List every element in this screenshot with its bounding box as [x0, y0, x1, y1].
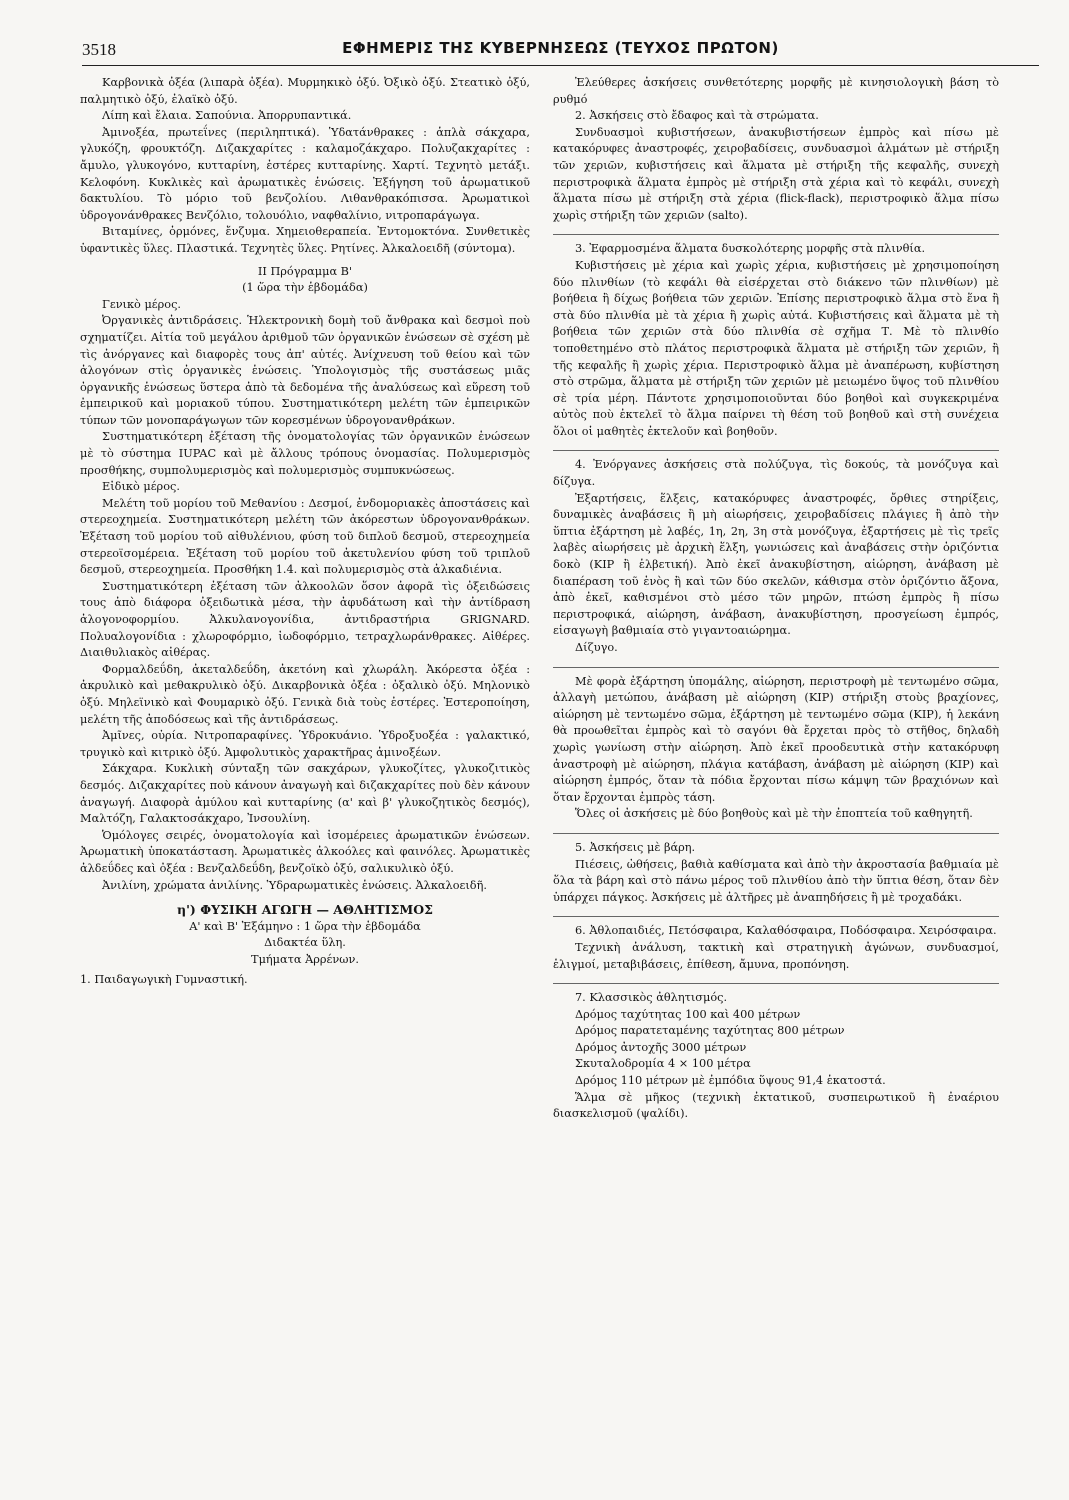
list-item: Ἅλμα σὲ μῆκος (τεχνικὴ ἐκτατικοῦ, συσπειρωτικοῦ ἢ ἐναέριου διασκελισμοῦ (ψαλίδι). — [553, 1090, 999, 1121]
section-title: η') ΦΥΣΙΚΗ ΑΓΩΓΗ — ΑΘΛΗΤΙΣΜΟΣ — [177, 902, 433, 918]
divider — [553, 667, 999, 668]
paragraph: Ὅλες οἱ ἀσκήσεις μὲ δύο βοηθοὺς καὶ μὲ τὴν ἐποπτεία τοῦ καθηγητῆ. — [575, 807, 973, 821]
paragraph: Σάκχαρα. Κυκλικὴ σύνταξη τῶν σακχάρων, γλυκοζίτες, γλυκοζιτικὸς δεσμός. Διζακχαρίτες ποὺ κάνουν ἀναγωγὴ καὶ διζακχαρίτες ποὺ δὲν κάνουν ἀναγωγή. Διαφορὰ ἀμύλου καὶ κυτταρίνης (α' καὶ β' γλυκοζητικὸς δεσμός), Μαλτόζη, Γαλακτοσάκχαρο, Ἰνσουλίνη. — [80, 762, 530, 826]
item-heading: 3. Ἐφαρμοσμένα ἅλματα δυσκολότερης μορφῆς στὰ πλινθία. — [575, 242, 926, 256]
paragraph: Συστηματικότερη ἐξέταση τῶν ἀλκοολῶν ὅσον ἀφορᾶ τὶς ὀξειδώσεις τους ἀπὸ διάφορα ὀξειδωτικὰ μέσα, τὴν ἀφυδάτωση καὶ τὴν ἀντίδραση ἀλογονοφορμίου. Ἀλκυλανογονίδια, ἀντιδραστήρια GRIGNARD. Πολυαλογονίδια : χλωροφόρμιο, ἰωδοφόρμιο, τετραχλωράνθρακες. Αἰθέρες. Διαιθυλιακὸς αἰθέρας. — [80, 579, 530, 660]
paragraph: Φορμαλδεΰδη, ἀκεταλδεΰδη, ἀκετόνη καὶ χλωράλη. Ἀκόρεστα ὀξέα : ἀκρυλικὸ καὶ μεθακρυλικὸ ὀξύ. Δικαρβονικὰ ὀξέα : ὀξαλικὸ ὀξύ. Μηλονικὸ ὀξύ. Μηλεϊνικὸ καὶ Φουμαρικὸ ὀξύ. Γενικὰ διὰ τοὺς ἐστέρες. Ἐστεροποίηση, μελέτη τῆς ἀποδόσεως καὶ τῆς ἀντιδράσεως. — [80, 662, 530, 726]
divider — [553, 916, 999, 917]
paragraph: Ἀμινοξέα, πρωτεΐνες (περιληπτικά). Ὑδατάνθρακες : ἁπλὰ σάκχαρα, γλυκόζη, φρουκτόζη. Διζακχαρίτες : καλαμοζάκχαρο. Πολυζακχαρίτες : ἄμυλο, γλυκογόνο, κυτταρίνη, ἐστέρες κυτταρίνης. Χαρτί. Τεχνητὸ μετάξι. Κελοφόνη. Κυκλικὲς καὶ ἀρωματικὲς ἑνώσεις. Ἐξήγηση τοῦ ἀρωματικοῦ δακτυλίου. Τὸ μόριο τοῦ βενζολίου. Λιθανθρακόπισσα. Ἀρωματικοὶ ὑδρογονάνθρακες Βενζόλιο, τολουόλιο, ναφθαλίνιο, νιτροπαράγωγα. — [80, 125, 530, 222]
list-item: Δρόμος παρατεταμένης ταχύτητας 800 μέτρων — [575, 1024, 845, 1038]
left-column — [80, 75, 530, 989]
subheading: Εἰδικὸ μέρος. — [102, 480, 180, 494]
list-item: Δρόμος ἀντοχῆς 3000 μέτρων — [575, 1040, 747, 1054]
item-heading: 6. Ἀθλοπαιδιές, Πετόσφαιρα, Καλαθόσφαιρα, Ποδόσφαιρα. Χειρόσφαιρα. — [575, 924, 997, 938]
paragraph: Πιέσεις, ὠθήσεις, βαθιὰ καθίσματα καὶ ἀπὸ τὴν ἀκροστασία βαθμιαία μὲ ὅλα τὰ βάρη καὶ στὸ πάνω μέρος τοῦ πλινθίου ἀπὸ τὴν ὕπτια θέση, ὅταν δὲν ὑπάρχει πάγκος. Ἀσκήσεις μὲ ἀλτῆρες μὲ ἀναπηδήσεις ἢ μὲ τροχαδάκι. — [553, 857, 999, 904]
paragraph: Συνδυασμοὶ κυβιστήσεων, ἀνακυβιστήσεων ἐμπρὸς καὶ πίσω μὲ κατακόρυφες ἀναστροφές, χειροβαδίσεις, συνδυασμοὶ ἁλμάτων μὲ στήριξη τῶν χεριῶν, κυβιστήσεις καὶ ἅλματα μὲ στήριξη τῆς κεφαλῆς, συνεχὴ περιστροφικὰ ἅλματα ἐμπρὸς μὲ στήριξη στὰ χέρια καὶ τὸ κεφάλι, συνεχὴ ἅλματα πίσω μὲ στήριξη στὰ χέρια (flick-flack), περιστροφικὸ ἅλμα πίσω χωρὶς στήριξη τῶν χεριῶν (salto). — [553, 125, 999, 222]
right-column — [553, 75, 999, 1123]
item-heading: 4. Ἐνόργανες ἀσκήσεις στὰ πολύζυγα, τὶς δοκούς, τὰ μονόζυγα καὶ δίζυγα. — [553, 458, 999, 489]
item-heading: 5. Ἀσκήσεις μὲ βάρη. — [575, 840, 696, 854]
paragraph: Τεχνικὴ ἀνάλυση, τακτικὴ καὶ στρατηγικὴ ἀγώνων, συνδυασμοί, ἑλιγμοί, μεταβιβάσεις, ἐπίθεση, ἄμυνα, προπόνηση. — [553, 940, 999, 971]
athletics-list — [553, 1007, 999, 1123]
paragraph: Ὁμόλογες σειρές, ὀνοματολογία καὶ ἰσομέρειες ἀρωματικῶν ἑνώσεων. Ἀρωματικὴ ὑποκατάσταση. Ἀρωματικὲς ἀλκοόλες καὶ φαινόλες. Ἀρωματικὲς ἀλδεΰδες καὶ ὀξέα : Βενζαλδεΰδη, βενζοϊκὸ ὀξύ, σαλικυλικὸ ὀξύ. — [80, 828, 530, 875]
item-heading: 7. Κλασσικὸς ἀθλητισμός. — [575, 991, 728, 1005]
paragraph: Λίπη καὶ ἔλαια. Σαπούνια. Ἀπορρυπαντικά. — [102, 109, 352, 123]
paragraph: Ἐλεύθερες ἀσκήσεις συνθετότερης μορφῆς μὲ κινησιολογικὴ βάση τὸ ρυθμό — [553, 76, 999, 106]
item-heading: 2. Ἀσκήσεις στὸ ἔδαφος καὶ τὰ στρώματα. — [575, 109, 819, 123]
divider — [553, 234, 999, 235]
list-item: Σκυταλοδρομία 4 × 100 μέτρα — [575, 1057, 751, 1071]
subheading: Γενικὸ μέρος. — [102, 297, 181, 311]
program-title: ΙΙ Πρόγραμμα Β' — [257, 264, 353, 278]
divider — [553, 833, 999, 834]
list-item: Δρόμος ταχύτητας 100 καὶ 400 μέτρων — [575, 1007, 801, 1021]
program-subtitle: (1 ὥρα τὴν ἑβδομάδα) — [242, 281, 368, 295]
material-heading: Διδακτέα ὕλη. — [264, 936, 346, 950]
paragraph: Βιταμίνες, ὁρμόνες, ἔνζυμα. Χημειοθεραπεία. Ἐντομοκτόνα. Συνθετικὲς ὑφαντικὲς ὕλες. Πλαστικά. Τεχνητὲς ὕλες. Ρητίνες. Ἀλκαλοειδῆ (σύντομα). — [80, 225, 530, 255]
item-heading: 1. Παιδαγωγικὴ Γυμναστική. — [80, 973, 248, 987]
paragraph: Συστηματικότερη ἐξέταση τῆς ὀνοματολογίας τῶν ὀργανικῶν ἑνώσεων μὲ τὸ σύστημα IUPAC καὶ μὲ ἄλλους τρόπους ὀνομασίας. Πολυμερισμὸς προσθήκης, συμπολυμερισμὸς καὶ πολυμερισμὸς συμπυκνώσεως. — [80, 430, 530, 477]
subheading: Δίζυγο. — [575, 641, 618, 654]
page-header — [82, 36, 1039, 66]
list-item: Δρόμος 110 μέτρων μὲ ἐμπόδια ὕψους 91,4 ἑκατοστά. — [575, 1074, 886, 1088]
divider — [553, 983, 999, 984]
semester-line: Α' καὶ Β' Ἑξάμηνο : 1 ὥρα τὴν ἑβδομάδα — [189, 919, 421, 933]
paragraph: Κυβιστήσεις μὲ χέρια καὶ χωρὶς χέρια, κυβιστήσεις μὲ χρησιμοποίηση δύο πλινθίων (τὸ κεφάλι θὰ εἰσέρχεται στὸ διάκενο τῶν πλινθίων) μὲ βοήθεια ἢ δίχως βοήθεια τῶν χεριῶν. Ἐπίσης περιστροφικὸ ἅλμα στὸ ἕνα ἢ στὰ δύο πλινθία μὲ τὰ χέρια ἢ χωρὶς αὐτά. Κυβιστήσεις καὶ ἅλματα μὲ τὴ βοήθεια τῶν χεριῶν στὰ δύο πλινθία σὲ σχῆμα Τ. Μὲ τὸ πλινθίο τοποθετημένο στὸ πλάτος περιστροφικὰ ἅλματα μὲ στήριξη τῶν χεριῶν, ἢ τῆς κεφαλῆς ἢ χωρὶς χέρια. Περιστροφικὸ ἅλμα μὲ ἀναπέρωση, κυβίστηση στὸ στρῶμα, ἅλματα μὲ στήριξη τῶν χεριῶν μὲ μειωμένο ὕψος τοῦ πλινθίου σὲ τρία μέρη. Πάντοτε χρησιμοποιοῦνται δύο βοηθοὶ καὶ συγκεκριμένα αὐτὸς ποὺ ἐκτελεῖ τὸ ἅλμα παίρνει τὴ θέση τοῦ βοηθοῦ καὶ στὴ συνέχεια ὅλοι οἱ μαθητὲς ἐκτελοῦν καὶ βοηθοῦν. — [553, 258, 999, 438]
paragraph: Μελέτη τοῦ μορίου τοῦ Μεθανίου : Δεσμοί, ἐνδομοριακὲς ἀποστάσεις καὶ στερεοχημεία. Συστηματικότερη μελέτη τῶν ἀκόρεστων ὑδρογονανθράκων. Ἐξέταση τοῦ μορίου τοῦ αἰθυλένιου, φύση τοῦ διπλοῦ δεσμοῦ, στερεοχημεία στερεοϊσομέρεια. Ἐξέταση τοῦ μορίου τοῦ ἀκετυλενίου φύση τοῦ τριπλοῦ δεσμοῦ, στερεοχημεία. Προσθήκη 1.4. καὶ πολυμερισμὸς στὰ ἀλκαδιένια. — [80, 496, 530, 577]
paragraph: Ἐξαρτήσεις, ἕλξεις, κατακόρυφες ἀναστροφές, ὄρθιες στηρίξεις, δυναμικὲς ἀναβάσεις ἢ μὴ αἰωρήσεις, χειροβαδίσεις πλάγιες ἢ ἀπὸ τὴν ὕπτια ἐξάρτηση μὲ λαβές, 1η, 2η, 3η στὰ μονόζυγα, ἐξαρτήσεις μὲ τὶς τρεῖς λαβὲς αἰωρήσεις μὲ ἀρχικὴ ἕλξη, γωνιώσεις καὶ ἀναβάσεις στὴν ὁριζόντια δοκὸ (ΚΙΡ ἢ ἑλβετική). Ἀπὸ ἐκεῖ ἀνακυβίστηση, αἰώρηση, ἀνάβαση μὲ διαπέραση τοῦ ἑνὸς ἢ καὶ τῶν δύο σκελῶν, κάθισμα στὸν ὁριζόντιο ἄξονα, ἀπὸ ἐκεῖ, καθισμένοι στὸ μέσο τῶν μηρῶν, πτώση ἐμπρὸς ἢ πίσω περιστροφικά, αἰώρηση, ἀνάβαση, ἀνακυβίστηση, προσγείωση ἐμπρός, εἰσαγωγὴ βαθμιαία στὸ γιγαντοαιώρημα. — [553, 491, 999, 638]
paragraph: Ἀνιλίνη, χρώματα ἀνιλίνης. Ὑδραρωματικὲς ἑνώσεις. Ἀλκαλοειδῆ. — [102, 878, 487, 892]
paragraph: Καρβονικὰ ὀξέα (λιπαρὰ ὀξέα). Μυρμηκικὸ ὀξύ. Ὀξικὸ ὀξύ. Στεατικὸ ὀξύ, παλμητικὸ ὀξύ, ἐλαϊκὸ ὀξύ. — [80, 76, 530, 106]
page-number: 3518 — [82, 40, 116, 59]
divider — [553, 450, 999, 451]
paragraph: Μὲ φορὰ ἐξάρτηση ὑπομάλης, αἰώρηση, περιστροφὴ μὲ τεντωμένο σῶμα, ἀλλαγὴ μετώπου, ἀνάβαση μὲ αἰώρηση (ΚΙΡ) στήριξη στοὺς βραχίονες, αἰώρηση μὲ τεντωμένο σῶμα, ἐξάρτηση μὲ τεντωμένο σῶμα (ΚΙΡ), ἡ λεκάνη θὰ προωθεῖται ἐμπρὸς καὶ τὸ σαγόνι θὰ ἔρχεται πρὸς τὸ στῆθος, δηλαδὴ χωρὶς γωνίωση στὴν αἰώρηση. Ἀπὸ ἐκεῖ προοδευτικὰ στὴν κατακόρυφη ἀναστροφὴ μὲ αἰώρηση, πλάγια κατάβαση, ἀνάβαση μὲ αἰώρηση (ΚΙΡ) καὶ αἰώρηση ἐμπρός, ὅταν τὰ πόδια ἔρχονται πίσω κάμψη τῶν βραχιόνων καὶ ὅταν ἔρχονται ἐμπρὸς τάση. — [553, 674, 999, 804]
paragraph: Ἀμῖνες, οὐρία. Νιτροπαραφίνες. Ὑδροκυάνιο. Ὑδροξυοξέα : γαλακτικό, τρυγικὸ καὶ κιτρικὸ ὀξύ. Ἀμφολυτικὸς χαρακτῆρας ἀμινοξέων. — [80, 729, 530, 759]
boys-heading: Τμήματα Ἀρρένων. — [251, 952, 359, 966]
paragraph: Ὀργανικὲς ἀντιδράσεις. Ἡλεκτρονικὴ δομὴ τοῦ ἄνθρακα καὶ δεσμοὶ ποὺ σχηματίζει. Αἰτία τοῦ μεγάλου ἀριθμοῦ τῶν ὀργανικῶν ἑνώσεων σὲ σχέση μὲ τὶς ἀνόργανες καὶ διαφορὲς τους ἀπ' αὐτές. Ἀνίχνευση τοῦ θείου καὶ τῶν ἀλογόνων στὶς ὀργανικὲς ἑνώσεις. Ὑπολογισμὸς τῆς συστάσεως μιᾶς ὀργανικῆς ἑνώσεως ὕστερα ἀπὸ τὰ δεδομένα τῆς ἀναλύσεως καὶ εὕρεση τοῦ ἐμπειρικοῦ καὶ μοριακοῦ τύπου. Συστηματικότερη μελέτη τῶν ἐμπειρικῶν τύπων τῶν μονοπαράγωγων τῶν κορεσμένων ὑδρογονανθράκων. — [80, 314, 530, 427]
gazette-title: ΕΦΗΜΕΡΙΣ ΤΗΣ ΚΥΒΕΡΝΗΣΕΩΣ (ΤΕΥΧΟΣ ΠΡΩΤΟΝ) — [342, 39, 779, 57]
